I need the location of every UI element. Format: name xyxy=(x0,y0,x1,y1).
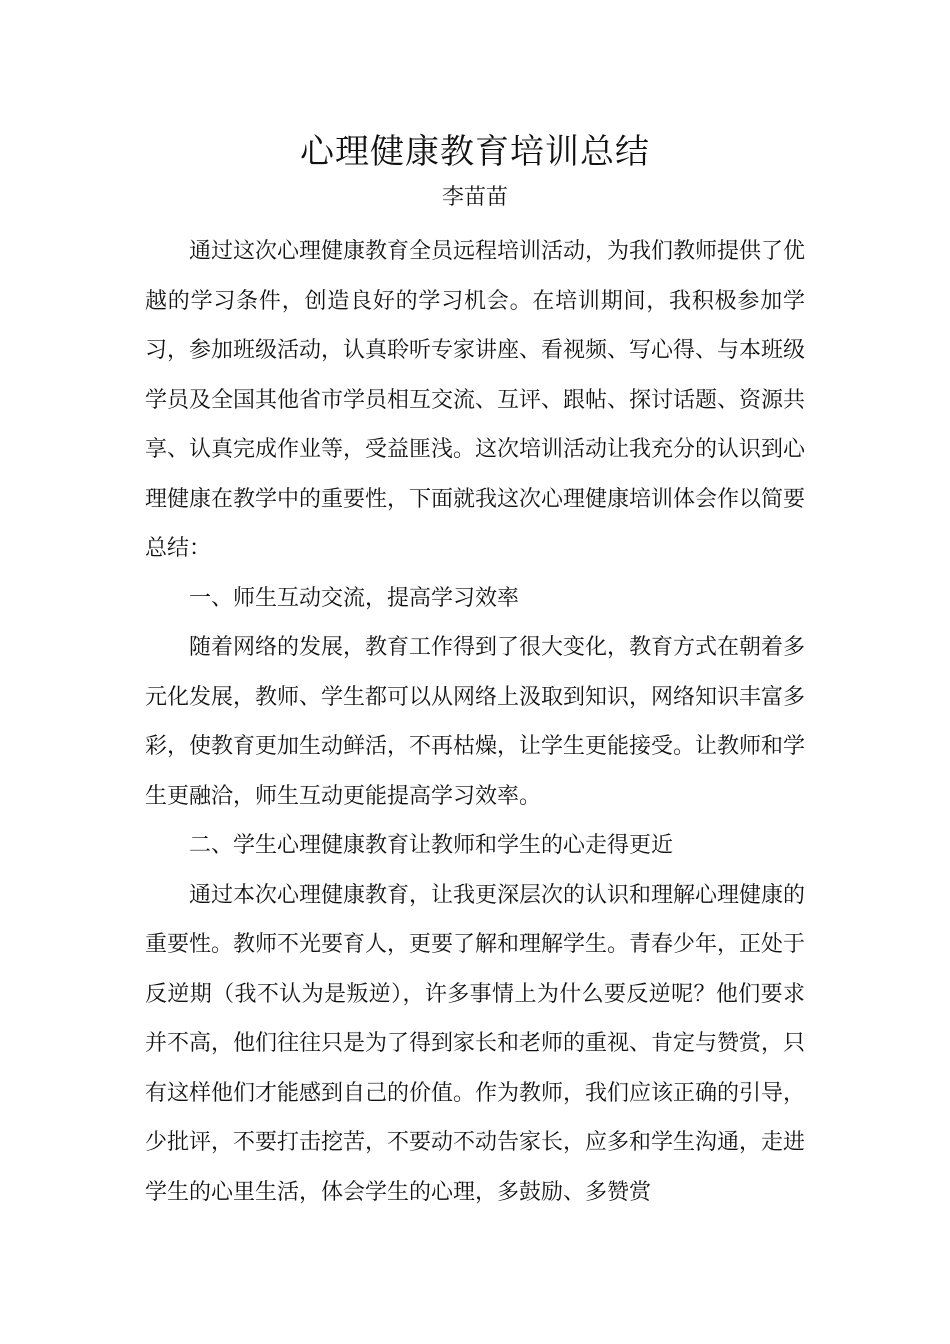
section-heading-1: 一、师生互动交流，提高学习效率 xyxy=(189,585,520,611)
document-body xyxy=(145,227,805,1217)
document-title: 心理健康教育培训总结 xyxy=(300,132,650,172)
document-author: 李苗苗 xyxy=(441,185,508,210)
section-heading-2: 二、学生心理健康教育让教师和学生的心走得更近 xyxy=(189,833,674,858)
paragraph-intro: 通过这次心理健康教育全员远程培训活动，为我们教师提供了优越的学习条件，创造良好的学习机会。在培训期间，我积极参加学习，参加班级活动，认真聆听专家讲座、看视频、写心得、与本班级学员及全国其他省市学员相互交流、互评、跟帖、探讨话题、资源共享、认真完成作业等，受益匪浅。这次培训活动让我充分的认识到心理健康在教学中的重要性，下面就我这次心理健康培训体会作以简要总结： xyxy=(145,239,806,561)
paragraph-section-1: 随着网络的发展，教育工作得到了很大变化，教育方式在朝着多元化发展，教师、学生都可以从网络上汲取到知识，网络知识丰富多彩，使教育更加生动鲜活，不再枯燥，让学生更能接受。让教师和学生更融洽，师生互动更能提高学习效率。 xyxy=(145,635,806,809)
paragraph-section-2: 通过本次心理健康教育，让我更深层次的认识和理解心理健康的重要性。教师不光要育人，更要了解和理解学生。青春少年，正处于反逆期（我不认为是叛逆），许多事情上为什么要反逆呢？他们要求并不高，他们往往只是为了得到家长和老师的重视、肯定与赞赏，只有这样他们才能感到自己的价值。作为教师，我们应该正确的引导，少批评，不要打击挖苦，不要动不动告家长，应多和学生沟通，走进学生的心里生活，体会学生的心理，多鼓励、多赞赏 xyxy=(145,882,806,1205)
